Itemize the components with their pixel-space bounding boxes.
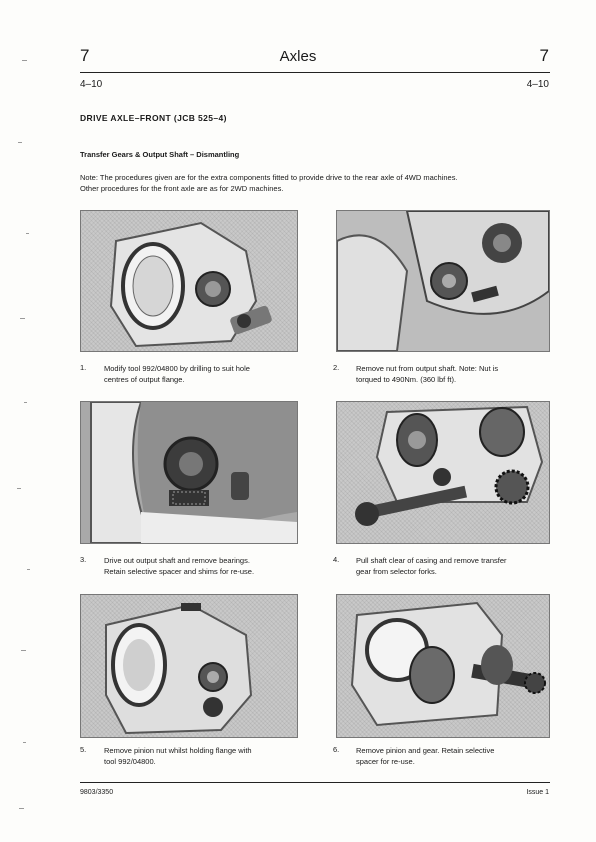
step-number: 1.: [80, 363, 87, 372]
page-number-right: 4–10: [526, 79, 549, 90]
photo-step-3-illustration: [81, 402, 297, 543]
step-text-line: Drive out output shaft and remove bearings.: [104, 556, 250, 565]
document-number: 9803/3350: [80, 789, 114, 796]
page-title: Axles: [279, 48, 317, 65]
note-line: Note: The procedures given are for the extra components fitted to provide drive to the rear axle of 4WD machines.: [80, 173, 458, 182]
photo-step-1-illustration: [81, 211, 297, 351]
step-text: [356, 363, 546, 385]
note-paragraph: [80, 172, 550, 194]
photo-step-3: [80, 401, 298, 544]
photo-step-6: [336, 594, 550, 738]
chapter-number-right: 7: [539, 46, 549, 65]
page-number-left: 4–10: [80, 79, 103, 90]
step-text-line: Remove nut from output shaft. Note: Nut is: [356, 364, 499, 373]
step-text-line: Modify tool 992/04800 by drilling to suit hole: [104, 364, 250, 373]
step-text: [104, 745, 294, 767]
step-number: 5.: [80, 745, 87, 754]
photo-step-1: [80, 210, 298, 352]
photo-step-5: [80, 594, 298, 738]
step-number: 3.: [80, 555, 87, 564]
footer-rule: [80, 782, 550, 783]
step-text-line: torqued to 490Nm. (360 lbf ft).: [356, 375, 457, 384]
step-text: [104, 555, 294, 577]
chapter-number-left: 7: [80, 46, 90, 65]
step-text: [356, 745, 546, 767]
photo-step-4-illustration: [337, 402, 549, 543]
step-number: 4.: [333, 555, 340, 564]
step-number: 2.: [333, 363, 340, 372]
step-text: [356, 555, 546, 577]
step-text-line: tool 992/04800.: [104, 757, 156, 766]
photo-step-4: [336, 401, 550, 544]
step-text-line: Retain selective spacer and shims for re-use.: [104, 567, 255, 576]
step-text-line: Remove pinion and gear. Retain selective: [356, 746, 495, 755]
header-rule: [80, 72, 550, 73]
subsection-title: Transfer Gears & Output Shaft – Dismantling: [80, 150, 240, 159]
step-text-line: gear from selector forks.: [356, 567, 437, 576]
step-number: 6.: [333, 745, 340, 754]
photo-step-6-illustration: [337, 595, 549, 737]
step-text-line: Pull shaft clear of casing and remove transfer: [356, 556, 507, 565]
issue-label: Issue 1: [526, 789, 549, 796]
step-text-line: centres of output flange.: [104, 375, 185, 384]
photo-step-2-illustration: [337, 211, 549, 351]
step-text: [104, 363, 294, 385]
step-text-line: Remove pinion nut whilst holding flange with: [104, 746, 252, 755]
section-title: DRIVE AXLE–FRONT (JCB 525–4): [80, 113, 227, 123]
photo-step-2: [336, 210, 550, 352]
scan-margin-marks: [0, 0, 60, 842]
note-line: Other procedures for the front axle are as for 2WD machines.: [80, 184, 284, 193]
step-text-line: spacer for re-use.: [356, 757, 415, 766]
photo-step-5-illustration: [81, 595, 297, 737]
